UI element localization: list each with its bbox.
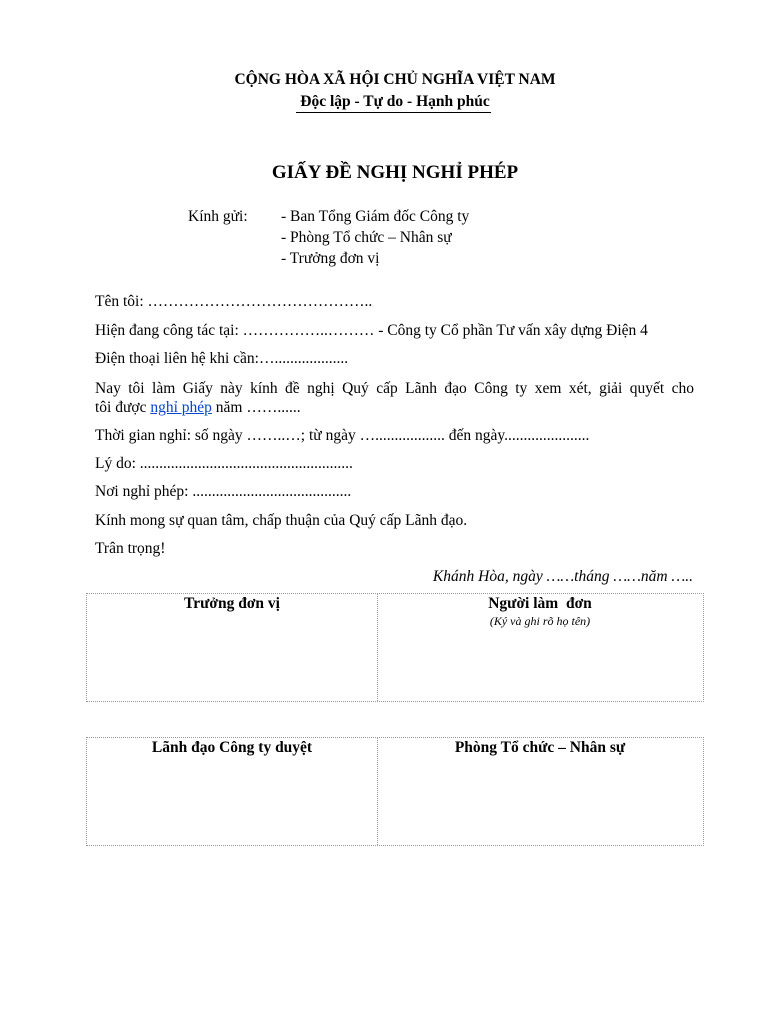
country-name: CỘNG HÒA XÃ HỘI CHỦ NGHĨA VIỆT NAM (234, 71, 556, 88)
document-title: GIẤY ĐỀ NGHỊ NGHỈ PHÉP (271, 162, 519, 183)
motto-underline (296, 112, 491, 113)
company-leader-label: Lãnh đạo Công ty duyệt (151, 739, 313, 756)
unit-head-label: Trưởng đơn vị (184, 595, 280, 612)
signature-table-bottom (86, 737, 704, 846)
cell-unit-head (87, 594, 377, 701)
applicant-note: (Ký và ghi rõ họ tên) (489, 614, 591, 628)
field-workplace: Hiện đang công tác tại: ……………..……… - Công ty Cổ phần Tư vấn xây dựng Điện 4 (95, 322, 648, 339)
regards-text: Trân trọng! (95, 540, 166, 557)
hr-department-label: Phòng Tổ chức – Nhân sự (454, 739, 626, 756)
field-reason: Lý do: ....................................................... (95, 455, 353, 472)
field-name: Tên tôi: …………………………………….. (95, 293, 373, 310)
field-duration: Thời gian nghỉ: số ngày ……..…; từ ngày ….................. đến ngày...................... (95, 427, 590, 444)
recipient-board: - Ban Tổng Giám đốc Công ty (281, 208, 470, 225)
cell-applicant (377, 594, 703, 701)
cell-company-leader (87, 738, 377, 845)
recipient-hr: - Phòng Tổ chức – Nhân sự (281, 229, 452, 246)
signature-table-top (86, 593, 704, 702)
request-line-1: Nay tôi làm Giấy này kính đề nghị Quý cấp Lãnh đạo Công ty xem xét, giải quyết cho (95, 380, 694, 397)
applicant-label: Người làm đơn (488, 595, 592, 612)
request-line-2 (95, 399, 301, 417)
recipients-label: Kính gửi: (188, 208, 248, 225)
field-place: Nơi nghỉ phép: ......................................... (95, 483, 352, 500)
request-prefix: tôi được (95, 399, 151, 416)
recipient-unit-head: - Trưởng đơn vị (281, 250, 380, 267)
cell-hr-department (377, 738, 703, 845)
field-phone: Điện thoại liên hệ khi cần:…................... (95, 350, 349, 367)
leave-link[interactable]: nghỉ phép (150, 399, 212, 416)
national-motto: Độc lập - Tự do - Hạnh phúc (300, 93, 490, 110)
closing-text: Kính mong sự quan tâm, chấp thuận của Quý cấp Lãnh đạo. (95, 512, 468, 529)
request-suffix: năm ……...... (211, 399, 301, 416)
date-line: Khánh Hòa, ngày ……tháng ……năm ….. (432, 568, 693, 585)
